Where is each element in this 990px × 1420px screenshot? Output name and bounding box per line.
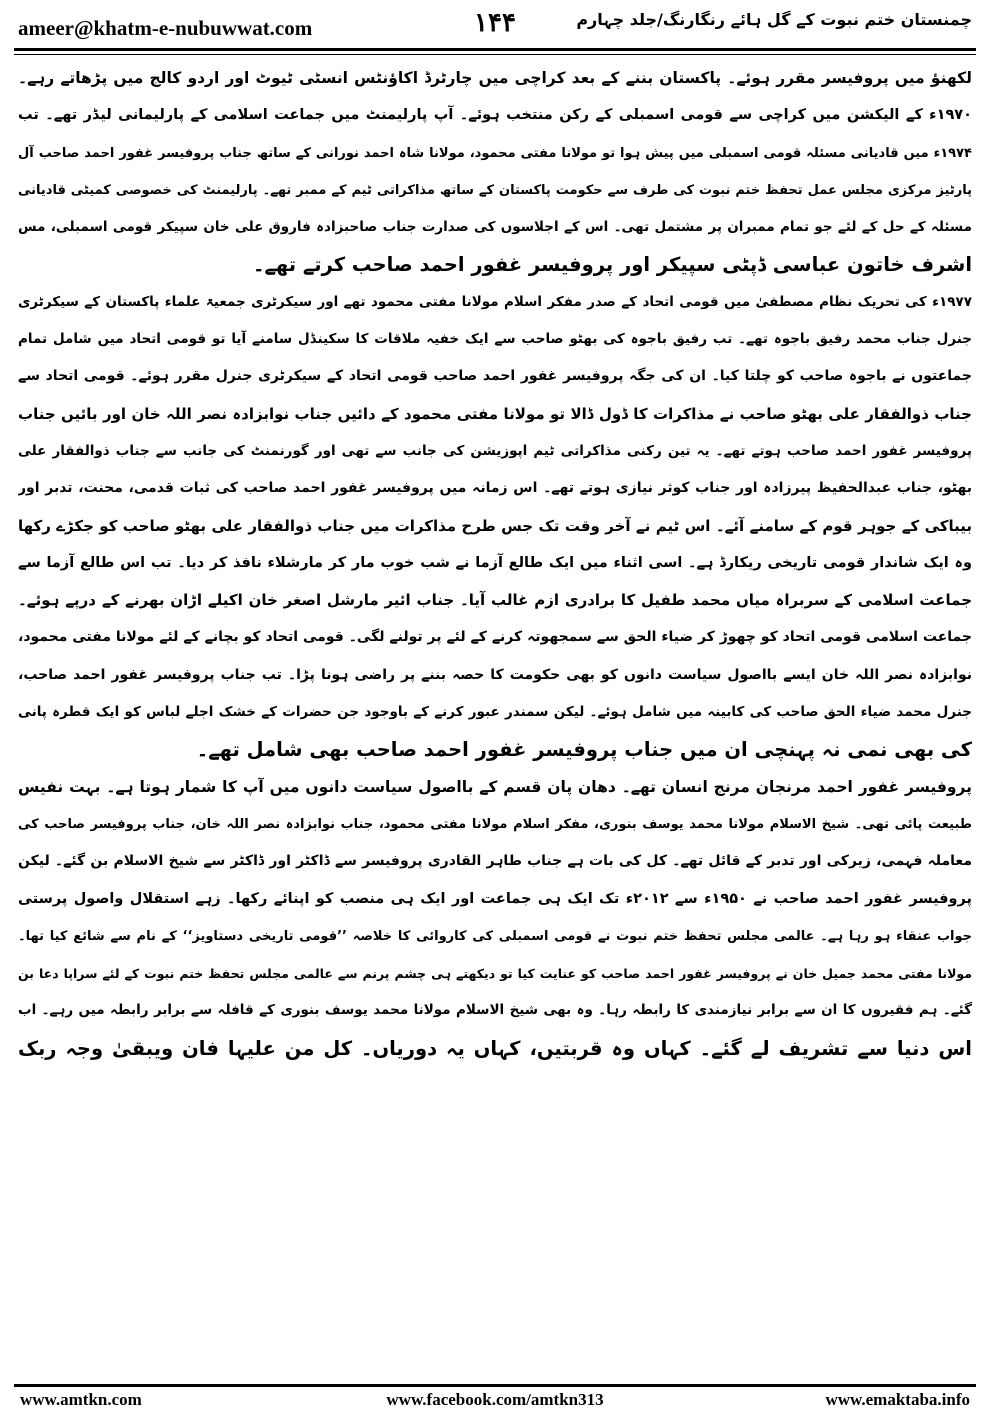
footer-rule xyxy=(14,1384,976,1387)
body-line: اشرف خاتون عباسی ڈپٹی سپیکر اور پروفیسر غفور احمد صاحب کرتے تھے۔ xyxy=(253,253,972,277)
body-text xyxy=(18,60,972,1067)
body-line: بیباکی کے جوہر قوم کے سامنے آئے۔ اس ٹیم نے آخر وقت تک جس طرح مذاکرات میں جناب ذوالفقار علی بھٹو صاحب کو جکڑے رکھا xyxy=(18,516,972,535)
footer-link-facebook[interactable]: www.facebook.com/amtkn313 xyxy=(386,1390,604,1409)
body-line: ۱۹۷۷ء کی تحریک نظام مصطفیٰ میں قومی اتحاد کے صدر مفکر اسلام مولانا مفتی محمود تھے اور سیکرٹری جمعیۃ علماء پاکستان کے سیکرٹری xyxy=(18,293,972,310)
body-line: مولانا مفتی محمد جمیل خان نے پروفیسر غفور احمد صاحب کو عنایت کیا تو دیکھتے ہی چشم پرنم سے عالمی مجلس تحفظ ختم نبوت کے لئے سراپا دعا بن xyxy=(18,966,972,982)
body-line: پروفیسر غفور احمد صاحب ہوتے تھے۔ یہ تین رکنی مذاکراتی ٹیم اپوزیشن کی جانب سے تھی اور گورنمنٹ کی جانب سے جناب ذوالفقار علی xyxy=(18,442,972,459)
body-line: طبیعت پائی تھی۔ شیخ الاسلام مولانا محمد یوسف بنوری، مفکر اسلام مولانا مفتی محمود، جناب نوابزادہ نصر اللہ خان، جناب پروفیسر صاحب کی xyxy=(18,816,972,832)
header-rule-thin xyxy=(14,54,976,55)
body-line: معاملہ فہمی، زیرکی اور تدبر کے قائل تھے۔ کل کی بات ہے جناب طاہر القادری پروفیسر سے ڈاکٹر اور ڈاکٹر سے شیخ الاسلام بن گئے۔ لیکن xyxy=(18,853,972,870)
header-rule xyxy=(14,48,976,51)
body-line: پارٹیز مرکزی مجلس عمل تحفظ ختم نبوت کی طرف سے حکومت پاکستان کے ساتھ مذاکراتی ٹیم کے ممبر تھے۔ پارلیمنٹ کی خصوصی کمیٹی قادیانی xyxy=(18,182,972,198)
body-line: جناب ذوالفقار علی بھٹو صاحب نے مذاکرات کا ڈول ڈالا تو مولانا مفتی محمود کے دائیں جناب نوابزادہ نصر اللہ خان اور بائیں جناب xyxy=(18,404,972,423)
footer-link-emaktaba[interactable]: www.emaktaba.info xyxy=(825,1390,970,1409)
body-line: جنرل محمد ضیاء الحق صاحب کی کابینہ میں شامل ہوئے۔ لیکن سمندر عبور کرنے کے باوجود جن حضرات کے خشک اجلے لباس کو ایک قطرہ پانی xyxy=(18,704,972,721)
body-line: جواب عنقاء ہو رہا ہے۔ عالمی مجلس تحفظ ختم نبوت نے قومی اسمبلی کی کاروائی کا خلاصہ ’’قومی تاریخی دستاویز‘‘ کے نام سے شائع کیا تھا۔ xyxy=(18,928,972,944)
body-line: جماعتوں نے باجوہ صاحب کو چلتا کیا۔ ان کی جگہ پروفیسر غفور احمد صاحب قومی اتحاد کے سیکرٹری جنرل مقرر ہوئے۔ قومی اتحاد سے xyxy=(18,368,972,385)
body-line: لکھنؤ میں پروفیسر مقرر ہوئے۔ پاکستان بننے کے بعد کراچی میں چارٹرڈ اکاؤنٹس انسٹی ٹیوٹ اور اردو کالج میں پڑھاتے رہے۔ xyxy=(18,69,972,87)
body-line: جنرل جناب محمد رفیق باجوہ تھے۔ تب رفیق باجوہ کی بھٹو صاحب سے ایک خفیہ ملاقات کا سکینڈل سامنے آیا تو قومی اتحاد میں شامل تمام xyxy=(18,331,972,348)
book-title: چمنستان ختم نبوت کے گل ہائے رنگارنگ/جلد چہارم xyxy=(576,10,972,29)
body-line: جماعت اسلامی کے سربراہ میاں محمد طفیل کا برادری ازم غالب آیا۔ جناب ائیر مارشل اصغر خان اکیلے اڑان بھرنے کے درپے ہوئے۔ xyxy=(18,591,972,610)
page-number: ۱۴۴ xyxy=(474,8,516,38)
body-line: پروفیسر غفور احمد مرنجان مرنج انسان تھے۔ دھان پان قسم کے بااصول سیاست دانوں میں آپ کا شمار ہوتا ہے۔ بہت نفیس xyxy=(18,777,972,796)
body-line: پروفیسر غفور احمد صاحب نے ۱۹۵۰ء سے ۲۰۱۲ء تک ایک ہی جماعت اور ایک ہی منصب کو اپنائے رکھا۔ زہے استقلال واصول پرستی xyxy=(18,890,972,907)
body-line: جماعت اسلامی قومی اتحاد کو چھوڑ کر ضیاء الحق سے سمجھوتہ کرنے کے لئے پر تولنے لگی۔ قومی اتحاد کو بچانے کے لئے مولانا مفتی محمود، xyxy=(18,629,972,646)
header-email: ameer@khatm-e-nubuwwat.com xyxy=(18,16,313,40)
body-line: ۱۹۷۰ء کے الیکشن میں کراچی سے قومی اسمبلی کے رکن منتخب ہوئے۔ آپ پارلیمنٹ میں جماعت اسلامی کے پارلیمانی لیڈر تھے۔ تب xyxy=(18,107,972,124)
page-footer xyxy=(14,1390,976,1416)
body-line: گئے۔ ہم فقیروں کا ان سے برابر نیازمندی کا رابطہ رہا۔ وہ بھی شیخ الاسلام مولانا محمد یوسف بنوری کے قافلہ سے برابر رابطہ میں رہے۔ اب xyxy=(18,1002,972,1019)
body-line: نوابزادہ نصر اللہ خان ایسے بااصول سیاست دانوں کو بھی حکومت کا حصہ بننے پر راضی ہونا پڑا۔ تب جناب پروفیسر غفور احمد صاحب، xyxy=(18,666,972,683)
page-header xyxy=(14,6,976,46)
footer-link-amtkn[interactable]: www.amtkn.com xyxy=(20,1390,142,1409)
body-line: اس دنیا سے تشریف لے گئے۔ کہاں وہ قربتیں، کہاں یہ دوریاں۔ کل من علیہا فان ویبقیٰ وجہ ربک xyxy=(18,1036,972,1060)
body-line: وہ ایک شاندار قومی تاریخی ریکارڈ ہے۔ اسی اثناء میں ایک طالع آزما نے شب خوب مار کر مارشلاء نافذ کر دیا۔ تب اس طالع آزما سے xyxy=(18,554,972,571)
body-line: بھٹو، جناب عبدالحفیظ پیرزادہ اور جناب کوثر نیازی ہوتے تھے۔ اس زمانہ میں پروفیسر غفور احمد صاحب کی ثبات قدمی، محنت، تدبر اور xyxy=(18,480,972,497)
body-line: مسئلہ کے حل کے لئے جو تمام ممبران پر مشتمل تھی۔ اس کے اجلاسوں کی صدارت جناب صاحبزادہ فاروق علی خان سپیکر قومی اسمبلی، مس xyxy=(18,219,972,236)
body-line: ۱۹۷۴ء میں قادیانی مسئلہ قومی اسمبلی میں پیش ہوا تو مولانا مفتی محمود، مولانا شاہ احمد نورانی کے ساتھ جناب پروفیسر غفور احمد صاحب آل xyxy=(18,145,972,161)
body-line: کی بھی نمی نہ پہنچی ان میں جناب پروفیسر غفور احمد صاحب بھی شامل تھے۔ xyxy=(196,738,972,762)
